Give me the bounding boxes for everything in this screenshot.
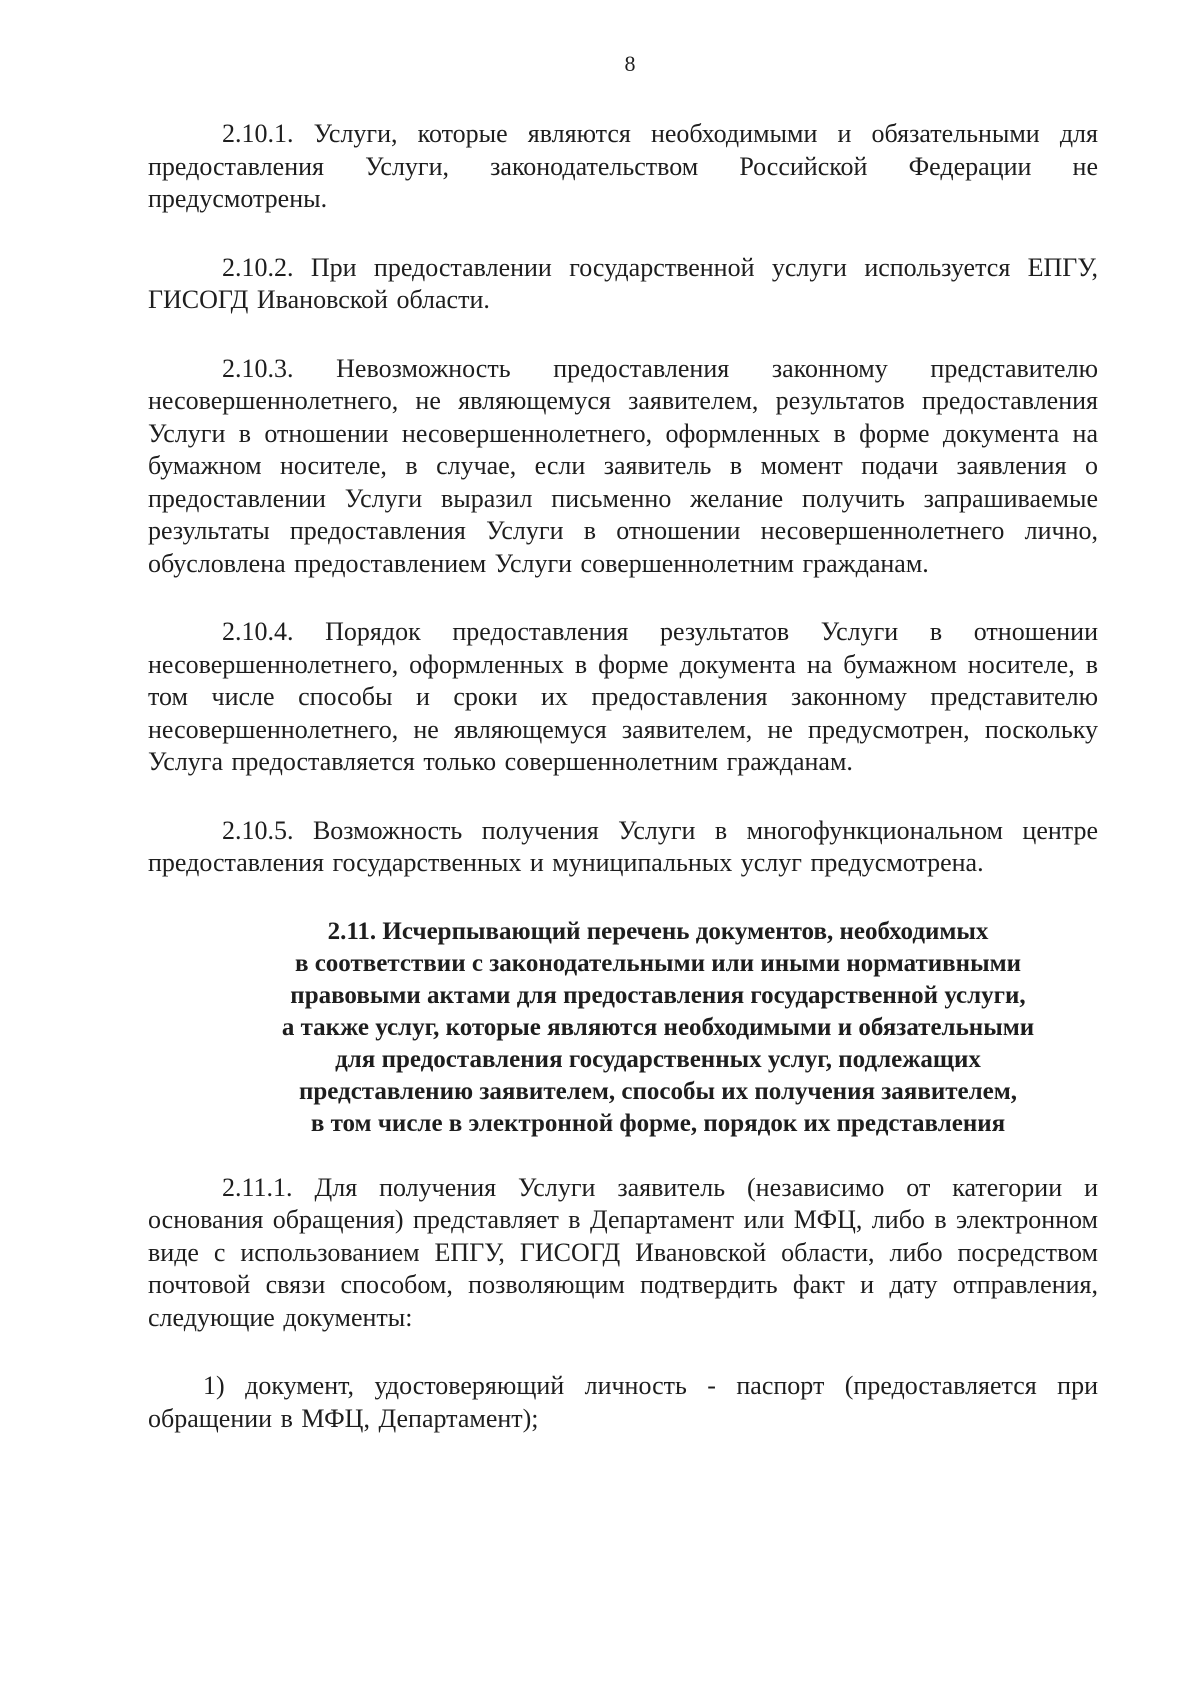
heading-line: в том числе в электронной форме, порядок их представления: [310, 1109, 1006, 1137]
section-heading-2-11: [148, 916, 1098, 1140]
paragraph-2-10-5: 2.10.5. Возможность получения Услуги в многофункциональном центре предоставления государственных и муниципальных услуг предусмотрена.: [148, 815, 1098, 877]
page-number: 8: [624, 51, 636, 76]
paragraph-2-10-4: 2.10.4. Порядок предоставления результатов Услуги в отношении несовершеннолетнего, оформленных в форме документа на бумажном носителе, в том числе способы и сроки их предоставления законному представителю несовершеннолетнего, не являющемуся заявителем, не предусмотрен, поскольку Услуга предоставляется только совершеннолетним гражданам.: [148, 617, 1098, 776]
heading-line: представлению заявителем, способы их получения заявителем,: [298, 1077, 1018, 1105]
paragraph-2-10-2: 2.10.2. При предоставлении государственной услуги используется ЕПГУ, ГИСОГД Ивановской области.: [148, 252, 1098, 314]
paragraph-2-10-3: 2.10.3. Невозможность предоставления законному представителю несовершеннолетнего, не являющемуся заявителем, результатов предоставления Услуги в отношении несовершеннолетнего, оформленных в форме документа на бумажном носителе, в случае, если заявитель в момент подачи заявления о предоставлении Услуги выразил письменно желание получить запрашиваемые результаты предоставления Услуги в отношении несовершеннолетнего лично, обусловлена предоставлением Услуги совершеннолетним гражданам.: [148, 353, 1098, 578]
document-body: [148, 118, 1098, 1471]
paragraph-2-11-1: 2.11.1. Для получения Услуги заявитель (независимо от категории и основания обращения) представляет в Департамент или МФЦ, либо в электронном виде с использованием ЕПГУ, ГИСОГД Ивановской области, либо посредством почтовой связи способом, позволяющим подтвердить факт и дату отправления, следующие документы:: [148, 1172, 1098, 1332]
heading-line: правовыми актами для предоставления государственной услуги,: [290, 981, 1026, 1009]
list-item-1: 1) документ, удостоверяющий личность - паспорт (предоставляется при обращении в МФЦ, Департамент);: [148, 1371, 1098, 1433]
heading-line: а также услуг, которые являются необходимыми и обязательными: [281, 1013, 1035, 1041]
heading-line: для предоставления государственных услуг, подлежащих: [335, 1045, 981, 1073]
heading-line: в соответствии с законодательными или иными нормативными: [294, 949, 1022, 977]
heading-line: 2.11. Исчерпывающий перечень документов, необходимых: [327, 917, 989, 945]
paragraph-2-10-1: 2.10.1. Услуги, которые являются необходимыми и обязательными для предоставления Услуги, законодательством Российской Федерации не предусмотрены.: [148, 119, 1098, 213]
